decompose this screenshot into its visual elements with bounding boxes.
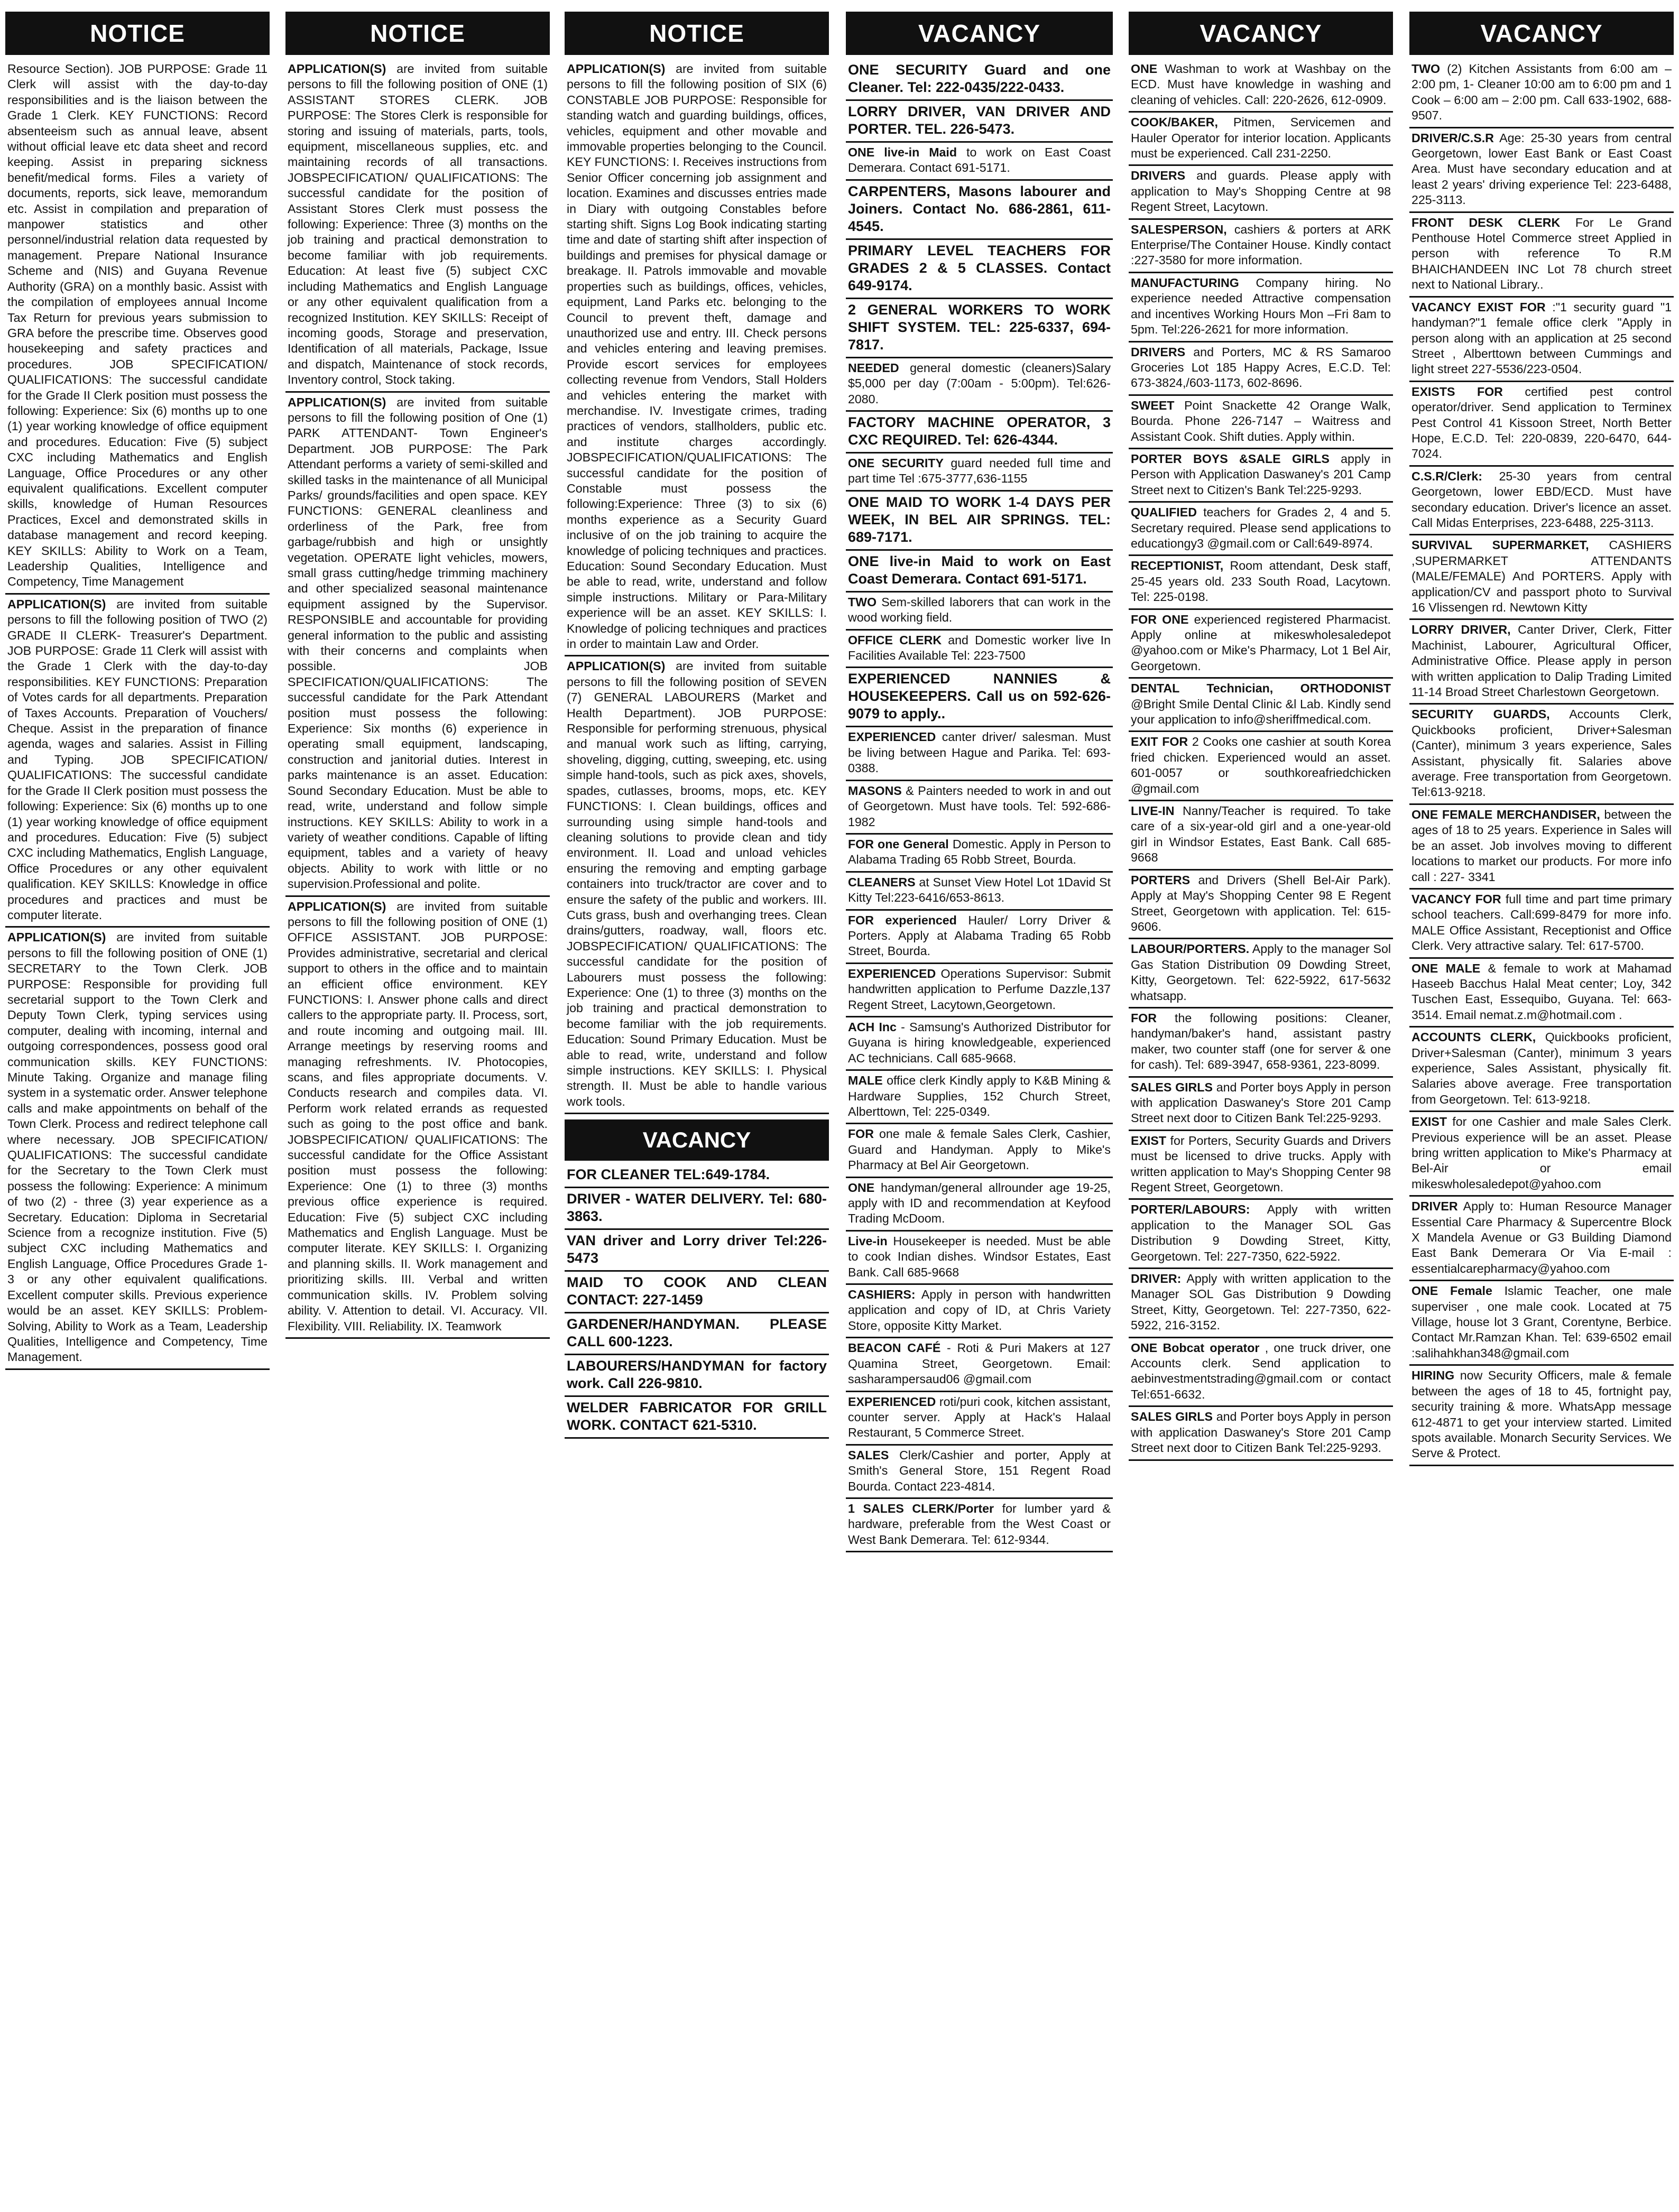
ad-lead: FOR — [848, 1127, 874, 1141]
classified-ad — [846, 59, 1113, 101]
classified-ad — [1129, 1008, 1393, 1078]
classified-ad — [846, 101, 1113, 143]
ad-lead: APPLICATION(S) — [288, 899, 386, 913]
ad-body: 25-30 years from central Georgetown, lower EBD/ECD. Must have secondary education. Driver's licence an asset. Call Midas Enterprises, 223-6488, 225-3113. — [1412, 469, 1672, 530]
classified-ad — [1409, 213, 1674, 298]
column-3 — [565, 12, 829, 2200]
ad-lead: VACANCY FOR — [1412, 892, 1501, 906]
ad-body: teachers for Grades 2, 4 and 5. Secretary required. Please send applications to educationgy3 @gmail.com or Call:649-8974. — [1131, 505, 1391, 550]
ad-body: full time and part time primary school teachers. Call:699-8479 for more info. MALE Office Assistant, Receptionist and Office Clerk. Very attractive salary. Tel: 617-5700. — [1412, 892, 1672, 953]
ad-body: , one truck driver, one Accounts clerk. Send application to aebinvestmentstrading@gmail.com or contact Tel:651-6632. — [1131, 1340, 1391, 1401]
column-heading: VACANCY — [1129, 12, 1393, 55]
classified-ad — [1409, 959, 1674, 1028]
ad-body: and guards. Please apply with application to May's Shopping Centre at 98 Regent Street, Lacytown. — [1131, 169, 1391, 214]
column-heading: VACANCY — [1409, 12, 1674, 55]
classified-ad — [846, 1285, 1113, 1338]
ad-lead: EXPERIENCED — [848, 966, 936, 980]
classified-ad — [1129, 1407, 1393, 1460]
ad-lead: DRIVER — [1412, 1199, 1458, 1214]
ad-body: apply in Person with Application Daswaney's 201 Camp Street next to Citizen's Bank Tel:225-9293. — [1131, 451, 1391, 497]
ad-body: Call us on 592-626-9079 to apply.. — [848, 688, 1111, 722]
ad-lead: APPLICATION(S) — [7, 930, 106, 945]
ad-lead: LORRY DRIVER, — [1412, 623, 1511, 637]
classified-ad — [1409, 535, 1674, 620]
ad-body: are invited from suitable persons to fill the following position of SEVEN (7) GENERAL LABOURERS (Market and Health Department). JOB PURPOSE: Responsible for performing strenuous, physical and manual work such as lifting, carrying, shoveling, digging, cutting, sweeping, etc. using simple hand-tools, such as pick axes, shovels, spades, cutlasses, brooms, mops, etc. KEY FUNCTIONS: I. Clean buildings, offices and surrounding using simple hand-tools and cleaning solutions to provide clean and tidy environment. II. Load and unload vehicles ensuring the removing and empting garbage containers into truck/tractor are cover and to ensure the safety of the public and workers. III. Cuts grass, bush and overhanging trees. Clean drains/gutters, roadway, wall, floors etc. JOBSPECIFICATION/ QUALIFICATIONS: The successful candidate for the position of Labourers must possess the following: Experience: One (1) to three (3) months on the job training and practical demonstration to become familiar with the job requirements. Education: Sound Primary Education. Must be able to read, write, understand and follow simple instructions. KEY SKILLS: I. Physical strength. II. Must be able to handle various work tools. — [567, 659, 827, 1108]
ad-body: for lumber yard & hardware, preferable from the West Coast or West Bank Demerara. Tel: 612-9344. — [848, 1501, 1111, 1547]
ad-lead: ONE live-in Maid to work on East Coast Demerara. — [848, 553, 1111, 587]
ad-lead: APPLICATION(S) — [567, 659, 666, 673]
classified-ad — [846, 181, 1113, 240]
classified-ad — [1409, 705, 1674, 804]
ad-lead: ONE Female — [1412, 1284, 1492, 1298]
column-5 — [1129, 12, 1393, 2200]
classified-ad — [1129, 679, 1393, 732]
classified-ad — [1129, 1131, 1393, 1200]
classified-ad: VAN driver and Lorry driver Tel:226-5473 — [565, 1230, 829, 1272]
classified-ad — [1409, 890, 1674, 959]
column-heading: NOTICE — [5, 12, 270, 55]
ad-body: CASHIERS ,SUPERMARKET ATTENDANTS (MALE/FEMALE) And PORTERS. Apply with application/CV and passport photo to Survival 16 Vlissengen rd. Newtown Kitty — [1412, 538, 1672, 614]
ad-body: & Painters needed to work in and out of Georgetown. Must have tools. Tel: 592-686-1982 — [848, 783, 1111, 829]
ad-lead: FOR experienced — [848, 913, 957, 927]
ad-body: Operations Supervisor: Submit handwritten application to Perfume Dazzle,137 Regent Street, Lacytown,Georgetown. — [848, 966, 1111, 1012]
classified-ad — [1129, 871, 1393, 940]
classified-ad: MAID TO COOK AND CLEAN CONTACT: 227-1459 — [565, 1272, 829, 1313]
ad-body: For Le Grand Penthouse Hotel Commerce street Applied in person with reference To R.M BHAICHANDEEN INC Lot 78 church street next to National Library.. — [1412, 215, 1672, 292]
ad-body: Room attendant, Desk staff, 25-45 years old. 233 South Road, Lacytown. Tel: 225-0198. — [1131, 559, 1391, 604]
ad-body: Contact 649-9174. — [848, 260, 1111, 293]
ad-body: Apply in person with handwritten application and copy of ID, at Chris Variety Store, opposite Kitty Market. — [848, 1288, 1111, 1332]
ad-lead: EXIST — [1412, 1115, 1447, 1129]
ad-body: Sem-skilled laborers that can work in the wood working field. — [848, 595, 1111, 625]
ad-body: and Drivers (Shell Bel-Air Park). Apply at May's Shopping Center 98 E Regent Street, Georgetown with application. Tel: 615-9606. — [1131, 873, 1391, 933]
ad-lead: ACCOUNTS CLERK, — [1412, 1030, 1536, 1044]
ad-lead: PORTERS — [1131, 873, 1191, 887]
ad-lead: 2 GENERAL WORKERS TO WORK SHIFT SYSTEM. — [848, 301, 1111, 335]
classified-ad — [1409, 1028, 1674, 1112]
ad-lead: LIVE-IN — [1131, 804, 1175, 818]
ad-lead: QUALIFIED — [1131, 505, 1197, 520]
classified-ad — [1129, 1269, 1393, 1338]
classified-ad — [1129, 113, 1393, 166]
classified-ad — [1409, 1197, 1674, 1281]
classified-ad — [1409, 1366, 1674, 1466]
classified-ad — [285, 897, 550, 1339]
column-6 — [1409, 12, 1674, 2200]
ad-lead: TWO — [848, 595, 877, 609]
classified-ad — [1129, 220, 1393, 273]
ad-body: and Domestic worker live In Facilities Available Tel: 223-7500 — [848, 633, 1111, 663]
ad-body: and Porters, MC & RS Samaroo Groceries Lot 185 Happy Acres, E.C.D. Tel: 673-3824,/603-1173, 602-8696. — [1131, 345, 1391, 390]
ad-lead: ONE — [848, 1180, 875, 1195]
ad-body: Accounts Clerk, Quickbooks proficient, Driver+Salesman (Canter), minimum 3 years experience, Sales Assistant, physically fit. Salaries above average. Free transportation from Georgetown. Tel:613-9218. — [1412, 707, 1672, 799]
vacancy-subheading: VACANCY — [565, 1119, 829, 1161]
ad-lead: RECEPTIONIST, — [1131, 559, 1224, 573]
ad-body: and Porter boys Apply in person with application Daswaney's Store 201 Camp Street next door to Citizen Bank Tel:225-9293. — [1131, 1410, 1391, 1455]
classified-ad: GARDENER/HANDYMAN. PLEASE CALL 600-1223. — [565, 1313, 829, 1355]
column-heading: NOTICE — [565, 12, 829, 55]
ad-lead: APPLICATION(S) — [288, 62, 386, 76]
ad-body: Washman to work at Washbay on the ECD. Must have knowledge in washing and cleaning of vehicles. Call: 220-2626, 612-0909. — [1131, 62, 1391, 107]
ad-lead: EXIT FOR — [1131, 735, 1188, 749]
ad-lead: CARPENTERS, Masons labourer and Joiners. — [848, 183, 1111, 217]
classified-ad — [846, 631, 1113, 669]
classified-ad — [1129, 503, 1393, 556]
classified-ad — [846, 781, 1113, 835]
classified-ad — [846, 1338, 1113, 1392]
classified-ad — [846, 1017, 1113, 1071]
ad-lead: APPLICATION(S) — [567, 62, 666, 76]
ad-body: Apply with written application to the Manager SOL Gas Distribution 9 Dowding Street, Kitty, Georgetown. Tel: 227-7350, 622-5922, 216-3152. — [1131, 1272, 1391, 1332]
column-heading: NOTICE — [285, 12, 550, 55]
classified-ad — [846, 1446, 1113, 1499]
ad-lead: ONE MALE — [1412, 961, 1481, 975]
ad-body: are invited from suitable persons to fill the following position of ONE (1) OFFICE ASSISTANT. JOB PURPOSE: Provides administrative, secretarial and clerical support to others in the office and to maintain an efficient office environment. KEY FUNCTIONS: I. Answer phone calls and direct callers to the appropriate party. II. Process, sort, and route incoming and outgoing mail. III. Arrange meetings by reserving rooms and managing refreshments. IV. Photocopies, scans, and files appropriate documents. V. Conducts research and compiles data. VI. Perform work related errands as requested such as going to the post office and bank. JOBSPECIFICATION/ QUALIFICATIONS: The successful candidate for the Office Assistant position must possess the following: Experience: One (1) to three (3) months previous office experience is required. Education: Five (5) subject CXC including Mathematics and English Language. Must be computer literate. KEY SKILLS: I. Organizing and planning skills. II. Work management and prioritizing skills. III. Verbal and written communication skills. IV. Problem solving ability. V. Attention to detail. VI. Accuracy. VII. Flexibility. VIII. Reliability. IX. Teamwork — [288, 899, 548, 1333]
ad-lead: MALE — [848, 1073, 883, 1088]
ad-lead: PORTER BOYS &SALE GIRLS — [1131, 451, 1330, 466]
classified-ad — [1129, 1078, 1393, 1131]
ad-lead: 1 SALES CLERK/Porter — [848, 1501, 994, 1515]
ad-body: for one Cashier and male Sales Clerk. Previous experience will be an asset. Please bring written application to Mike's Pharmacy at Bel-Air or email mikeswholesaledepot@yahoo.com — [1412, 1115, 1672, 1191]
classified-ad — [1409, 1112, 1674, 1197]
ad-lead: FOR one General — [848, 837, 949, 851]
classified-ad — [846, 1178, 1113, 1232]
ad-body: TEL: 225-6337, 694-7817. — [848, 319, 1111, 353]
ad-lead: EXPERIENCED NANNIES & HOUSEKEEPERS. — [848, 671, 1111, 705]
ad-body: Apply to the manager Sol Gas Station Distribution 09 Dowding Street, Kitty, Georgetown. Tel: 622-5922, 617-5632 whatsapp. — [1131, 942, 1391, 1003]
classified-ad — [565, 59, 829, 656]
classified-ad: LABOURERS/HANDYMAN for factory work. Call 226-9810. — [565, 1355, 829, 1397]
ad-lead: HIRING — [1412, 1368, 1455, 1383]
ad-lead: FOR — [1131, 1011, 1157, 1025]
classified-ad: DRIVER - WATER DELIVERY. Tel: 680-3863. — [565, 1188, 829, 1230]
ad-lead: APPLICATION(S) — [288, 395, 386, 409]
classified-ad — [846, 358, 1113, 412]
ad-body: Apply with written application to the Manager SOL Gas Distribution 9 Dowding Street, Kitty, Georgetown. Tel: 227-7350, 622-5922. — [1131, 1202, 1391, 1263]
ad-lead: Live-in — [848, 1234, 888, 1248]
classified-ad — [5, 59, 270, 595]
classified-ad — [846, 593, 1113, 631]
ad-body: Pitmen, Servicemen and Hauler Operator for interior location. Applicants must be experienced. Call 231-2250. — [1131, 115, 1391, 161]
classified-ad — [846, 964, 1113, 1017]
ad-body: Hauler/ Lorry Driver & Porters. Apply at Alabama Trading 65 Robb Street, Bourda. — [848, 913, 1111, 958]
classified-ad — [1409, 59, 1674, 128]
ad-body: TEL. 226-5473. — [915, 121, 1015, 137]
classified-ad — [1129, 801, 1393, 871]
classified-ad — [846, 873, 1113, 911]
ad-lead: COOK/BAKER, — [1131, 115, 1218, 129]
classified-ad — [846, 1392, 1113, 1446]
classified-ad — [1409, 128, 1674, 213]
classified-ad — [846, 412, 1113, 453]
ad-body: Islamic Teacher, one male superviser , one male cook. Located at 75 Village, house lot 3 Grant, Corentyne, Berbice. Contact Mr.Ramzan Khan. Tel: 639-6502 email :salihahkhan348@gmail.com — [1412, 1284, 1672, 1360]
ad-body: general domestic (cleaners)Salary $5,000 per day (7:00am - 5:00pm). Tel:626-2080. — [848, 360, 1111, 406]
ad-body: are invited from suitable persons to fill the following position of TWO (2) GRADE II CLERK- Treasurer's Department. JOB PURPOSE: Grade 11 Clerk will assist with the Grade 1 Clerk with the day-to-day responsibilities. KEY FUNCTIONS: Preparation of Votes cards for all departments. Preparation of Taxes Accounts. Preparation of Vouchers/ Cheque. Assist in the preparation of finance agenda, wages and salaries. Assist in Filling and Typing. JOB SPECIFICATION/ QUALIFICATIONS: The successful candidate for the Grade II Clerk position must possess the following: Experience: Six (6) months up to one (1) year working knowledge of office equipment and procedures. Education: Five (5) subject CXC including Mathematics, English Language, Office Procedures or any other equivalent qualification. KEY SKILLS: Knowledge in office procedures and practices and must be computer literate. — [7, 597, 267, 922]
classified-ad — [1129, 939, 1393, 1008]
ad-lead: EXPERIENCED — [848, 1394, 936, 1409]
ad-lead: SWEET — [1131, 398, 1175, 412]
ad-lead: SALESPERSON, — [1131, 222, 1227, 236]
ad-body: office clerk Kindly apply to K&B Mining & Hardware Supplies, 152 Church Street, Alberttown, Tel: 225-0349. — [848, 1073, 1111, 1118]
ad-body: Resource Section). JOB PURPOSE: Grade 11 Clerk will assist with the day-to-day responsibilities and is the liaison between the Grade 1 Clerk. KEY FUNCTIONS: Record absenteeism such as annual leave, absent without official leave etc data sheet and record keeping. Assist in preparing sickness benefit/medical forms. Files a variety of documents, reports, sick leave, memorandum etc. Assist in compilation and preparation of manpower statistics and other personnel/industrial relation data requested by management. Prepare National Insurance Scheme and (NIS) and Guyana Revenue Authority (GRA) on a monthly basic. Assist with the compilation of employees annual Income Tax Return for previous years submission to GRA before the prescribe time. Observes good housekeeping and safety practices and procedures. JOB SPECIFICATION/ QUALIFICATIONS: The successful candidate for the Grade II Clerk position must possess the following: Experience: Six (6) months up to one (1) year working knowledge of office equipment and procedures. Education: Five (5) subject CXC including Mathematics and English Language, Office Procedures or any other equivalent qualifications. Excellent computer skills, knowledge of Human Resources Practices, Excel and demonstrated skills in database management and record keeping. KEY SKILLS: Ability to Work on a Team, Leadership Qualities, Intelligence and Competency, Time Management — [7, 62, 267, 589]
classified-ad: WELDER FABRICATOR FOR GRILL WORK. CONTACT 621-5310. — [565, 1397, 829, 1439]
ad-lead: ONE FEMALE MERCHANDISER, — [1412, 807, 1600, 821]
ad-lead: ONE SECURITY Guard and one Cleaner. — [848, 62, 1111, 95]
ad-body: :"1 security guard "1 handyman?"1 female office clerk "Apply in person along with an application at 25 second Street , Alberttown between Cummings and light street 227-5536/223-0504. — [1412, 300, 1672, 376]
column-4 — [846, 12, 1113, 2200]
classified-ad — [846, 240, 1113, 299]
ad-lead: ONE MAID TO WORK 1-4 DAYS PER WEEK, IN BEL AIR SPRINGS. — [848, 494, 1111, 527]
ad-body: the following positions: Cleaner, handyman/baker's hand, assistant pastry maker, two counter staff (one for server & one for cash). Tel: 689-3947, 658-9361, 223-8099. — [1131, 1011, 1391, 1072]
classified-ad — [846, 727, 1113, 781]
ad-body: are invited from suitable persons to fill the following position of One (1) PARK ATTENDANT- Town Engineer's Department. JOB PURPOSE: The Park Attendant performs a variety of semi-skilled and skilled tasks in the maintenance of all Municipal Parks/ grounds/facilities and open space. KEY FUNCTIONS: GENERAL cleanliness and orderliness of the Park, free from garbage/rubbish and high or unsightly vegetation. OPERATE light vehicles, mowers, small grass cutting/hedge trimming machinery and other specialized seasonal maintenance equipment assigned by the Supervisor. RESPONSIBLE and accountable for providing general information to the public and assisting with their concerns and complaints when possible. JOB SPECIFICATION/QUALIFICATIONS: The successful candidate for the Park Attendant position must possess the following: Experience: Six months (6) experience in operating small equipment, landscaping, construction and janitorial duties. Interest in parks maintenance is an asset. Education: Sound Secondary Education. Must be able to read, write, understand and follow simple instructions. KEY SKILLS: Ability to work in a variety of weather conditions. Capable of lifting equipment, tables and a variety of heavy objects. Ability to work with little or no supervision.Professional and polite. — [288, 395, 548, 891]
classified-ad — [1129, 343, 1393, 396]
classified-ad — [846, 835, 1113, 873]
ad-lead: CLEANERS — [848, 875, 916, 889]
ad-body: Contact 691-5171. — [965, 570, 1087, 587]
ad-body: and Porter boys Apply in person with application Daswaney's Store 201 Camp Street next door to Citizen Bank Tel:225-9293. — [1131, 1080, 1391, 1125]
classified-ad — [846, 551, 1113, 593]
ad-lead: SALES GIRLS — [1131, 1410, 1213, 1424]
classified-ad — [1409, 298, 1674, 382]
ad-body: Age: 25-30 years from central Georgetown, lower East Bank or East Coast Area. Must have secondary education and at least 2 years' driving experience Tel: 223-6488, 225-3113. — [1412, 131, 1672, 207]
column-1 — [5, 12, 270, 2200]
ad-lead: ONE Bobcat operator — [1131, 1340, 1260, 1355]
classified-ad — [5, 595, 270, 928]
ad-body: cashiers & porters at ARK Enterprise/The Container House. Kindly contact :227-3580 for more information. — [1131, 222, 1391, 267]
ad-lead: EXIST — [1131, 1133, 1167, 1147]
ad-body: Tel: 222-0435/222-0433. — [907, 79, 1065, 95]
ad-lead: SURVIVAL SUPERMARKET, — [1412, 538, 1589, 552]
ad-body: Nanny/Teacher is required. To take care of a six-year-old girl and a one-year-old girl in Windsor Estates, East Bank. Call 685-9668 — [1131, 804, 1391, 865]
ad-lead: TWO — [1412, 62, 1441, 76]
ad-lead: ACH Inc — [848, 1020, 897, 1034]
ad-body: - Samsung's Authorized Distributor for Guyana is hiring knowledgeable, experienced AC technicians. Call 685-9668. — [848, 1020, 1111, 1065]
classified-ad — [1129, 1200, 1393, 1269]
classified-ad — [1129, 396, 1393, 449]
ad-body: Contact No. 686-2861, 611-4545. — [848, 200, 1111, 234]
ad-lead: FACTORY MACHINE OPERATOR, 3 CXC REQUIRED. — [848, 414, 1111, 448]
ad-lead: SALES — [848, 1448, 889, 1462]
ad-lead: C.S.R/Clerk: — [1412, 469, 1483, 483]
ad-body: Housekeeper is needed. Must be able to cook Indian dishes. Windsor Estates, East Bank. Call 685-9668 — [848, 1234, 1111, 1279]
ad-lead: EXPERIENCED — [848, 730, 936, 744]
ad-body: between the ages of 18 to 25 years. Experience in Sales will be an asset. Job involves moving to different locations to market our products. For more info call : 227- 3341 — [1412, 807, 1672, 884]
ad-lead: DRIVERS — [1131, 169, 1186, 183]
ad-body: Canter Driver, Clerk, Fitter Machinist, Labourer, Agricultural Officer, Administrative Office. Please apply in person with written application to Dalip Trading Limited 11-14 Broad Street Charlestown Georgetown. — [1412, 623, 1672, 699]
classified-ad — [1129, 1338, 1393, 1408]
ad-lead: LABOUR/PORTERS. — [1131, 942, 1250, 956]
ad-body: are invited from suitable persons to fill the following position of ONE (1) SECRETARY to the Town Clerk. JOB PURPOSE: Responsible for providing full secretarial support to the Town Clerk and Deputy Town Clerk, typing services using computer, dealing with incoming, internal and outgoing correspondences, possess good oral communication skills. KEY FUNCTIONS: Minute Taking. Organize and manage filing system in a systematic order. Answer telephone calls and make appointments on behalf of the Town Clerk. Process and redirect telephone call where necessary. JOB SPECIFICATION/ QUALIFICATIONS: The successful candidate for the Secretary to the Town Clerk must possess the following: Experience: A minimum of two (2) - three (3) year experience as a Secretary. Education: Diploma in Secretarial Science from a recognize institution. Five (5) subject CXC including Mathematics and English Language, Office Procedures Grade 1-3 or any other equivalent qualifications. Excellent computer skills. Previous experience would be an asset. KEY SKILLS: Problem-Solving, Ability to Work as a Team, Leadership Qualities, Intelligence and Competency, Time Management. — [7, 930, 267, 1364]
ad-body: & female to work at Mahamad Haseeb Bacchus Halal Meat center; Loy, 342 Tuschen East, Essequibo, Guyana. Tel: 663-3514. Email nemat.z.m@hotmail.com . — [1412, 961, 1672, 1022]
ad-lead: VACANCY EXIST FOR — [1412, 300, 1546, 314]
classified-ad — [846, 1232, 1113, 1285]
classified-ad — [285, 59, 550, 393]
classified-ad — [846, 299, 1113, 358]
ad-lead: PORTER/LABOURS: — [1131, 1202, 1250, 1217]
ad-body: Apply to: Human Resource Manager Essential Care Pharmacy & Supercentre Block X Mandela Avenue or G3 Building Diamond East Bank Demerara Or Via E-mail : essentialcarepharmacy@yahoo.com — [1412, 1199, 1672, 1275]
classified-ad — [1409, 805, 1674, 890]
ad-lead: ONE live-in Maid — [848, 145, 957, 159]
ad-lead: ONE SECURITY — [848, 456, 944, 470]
classified-ad — [1129, 449, 1393, 503]
ad-lead: NEEDED — [848, 360, 899, 375]
ad-lead: FRONT DESK CLERK — [1412, 215, 1561, 229]
ad-lead: ONE — [1131, 62, 1158, 76]
classified-ad — [1129, 273, 1393, 343]
ad-lead: APPLICATION(S) — [7, 597, 106, 611]
ad-lead: MASONS — [848, 783, 902, 798]
classified-ad — [846, 1071, 1113, 1124]
classified-ad — [846, 492, 1113, 551]
ad-lead: PRIMARY LEVEL TEACHERS FOR GRADES 2 & 5 CLASSES. — [848, 242, 1111, 276]
ad-lead: OFFICE CLERK — [848, 633, 942, 647]
classified-ad — [1409, 1281, 1674, 1366]
ad-body: experienced registered Pharmacist. Apply online at mikeswholesaledepot @yahoo.com or Mike's Pharmacy, Lot 1 Bel Air, Georgetown. — [1131, 612, 1391, 673]
ad-lead: DRIVERS — [1131, 345, 1186, 359]
classified-ad — [5, 928, 270, 1369]
ad-body: are invited from suitable persons to fill the following position of SIX (6) CONSTABLE JOB PURPOSE: Responsible for standing watch and guarding buildings, offices, vehicles, equipment and other movable and immovable properties belonging to the Council. KEY FUNCTIONS: I. Receives instructions from Senior Officer concerning job assignment and location. Examines and discusses entries made in Diary with outgoing Constables before starting shift. Signs Log Book indicating starting time and date of starting shift after inspection of buildings and premises for physical damage or breakage. II. Patrols immovable and movable properties such as buildings, offices, vehicles, equipment, Land Parks etc. belonging to the Council to prevent theft, damage and unauthorized use and entry. III. Check persons and vehicles entering and leaving premises. Provide escort services for employees collecting revenue from Vendors, Stall Holders and vehicles entering the market with merchandise. IV. Investigate crimes, trading practices of vendors, stallholders, public etc. and institute charges accordingly. JOBSPECIFICATION/QUALIFICATIONS: The successful candidate for the position of Constable must possess the following:Experience: Three (3) to six (6) months experience as a Security Guard inclusive of on the job training to acquire the knowledge of policing techniques and practices. Education: Sound Secondary Education. Must be able to read, write, understand and follow simple instructions. Military or Para-Military experience will be an asset. KEY SKILLS: I. Knowledge of policing techniques and practices in order to maintain Law and Order. — [567, 62, 827, 651]
column-2 — [285, 12, 550, 2200]
ad-body: - Roti & Puri Makers at 127 Quamina Street, Georgetown. Email: sasharampersaud06 @gmail.com — [848, 1341, 1111, 1386]
classified-ad — [846, 453, 1113, 492]
ad-body: handyman/general allrounder age 19-25, apply with ID and recommendation at Keyfood Trading McDoom. — [848, 1180, 1111, 1226]
ad-body: TEL: 689-7171. — [848, 511, 1111, 545]
ad-lead: MANUFACTURING — [1131, 275, 1239, 290]
classified-ad — [1409, 382, 1674, 467]
ad-body: guard needed full time and part time Tel :675-3777,636-1155 — [848, 456, 1111, 486]
ad-body: certified pest control operator/driver. Send application to Terminex Pest Control 41 Kissoon Street, North Better Hope, E.C.D. Tel: 220-0839, 220-6470, 644-7024. — [1412, 384, 1672, 461]
ad-body: Point Snackette 42 Orange Walk, Bourda. Phone 226-7147 – Waitress and Assistant Cook. Shift duties. Apply within. — [1131, 398, 1391, 443]
classified-ad — [846, 668, 1113, 727]
classified-ad — [1129, 59, 1393, 113]
ad-lead: DRIVER/C.S.R — [1412, 131, 1494, 145]
ad-body: now Security Officers, male & female between the ages of 18 to 45, fortnight pay, security training & more. WhatsApp message 612-4871 to get your interview started. Limited spots available. Monarch Security Services. We Serve & Protect. — [1412, 1368, 1672, 1460]
classified-ad — [846, 143, 1113, 181]
ad-body: Clerk/Cashier and porter, Apply at Smith's General Store, 151 Regent Road Bourda. Contact 223-4814. — [848, 1448, 1111, 1493]
ad-body: are invited from suitable persons to fill the following position of ONE (1) ASSISTANT STORES CLERK. JOB PURPOSE: The Stores Clerk is responsible for storing and issuing of materials, parts, tools, equipment, miscellaneous supplies, etc. and maintaining records of all transactions. JOBSPECIFICATION/ QUALIFICATIONS: The successful candidate for the position of Assistant Stores Clerk must possess the following: Experience: Three (3) months on the job training and practical demonstration to become familiar with job requirements. Education: At least five (5) subject CXC including Mathematics and English Language or any other equivalent qualification from a recognized Institution. KEY SKILLS: Receipt of incoming goods, Storage and preservation, Identification of all materials, Package, Issue and dispatch, Maintenance of stock records, Inventory control, Stock taking. — [288, 62, 548, 387]
ad-body: roti/puri cook, kitchen assistant, counter server. Apply at Hack's Halaal Restaurant, 5 Commerce Street. — [848, 1394, 1111, 1440]
ad-body: Quickbooks proficient, Driver+Salesman (Canter), minimum 3 years experience, Sales Assistant, physically fit. Salaries above average. Free transportation from Georgetown. Tel: 613-9218. — [1412, 1030, 1672, 1106]
ad-body: Tel: 626-4344. — [965, 432, 1058, 448]
ad-body: canter driver/ salesman. Must be living between Hague and Parika. Tel: 693-0388. — [848, 730, 1111, 775]
ad-lead: CASHIERS: — [848, 1288, 916, 1302]
ad-lead: EXISTS FOR — [1412, 384, 1503, 399]
ad-body: one male & female Sales Clerk, Cashier, Guard and Handyman. Apply to Mike's Pharmacy at Bel Air Georgetown. — [848, 1127, 1111, 1172]
classified-ad — [1409, 620, 1674, 705]
ad-lead: DENTAL Technician, ORTHODONIST — [1131, 681, 1391, 696]
ad-lead: SALES GIRLS — [1131, 1080, 1213, 1094]
classified-ad — [846, 1124, 1113, 1178]
classified-ad — [846, 1499, 1113, 1552]
ad-lead: BEACON CAFÉ — [848, 1341, 941, 1355]
ad-body: at Sunset View Hotel Lot 1David St Kitty Tel:223-6416/653-8613. — [848, 875, 1111, 905]
ad-body: for Porters, Security Guards and Drivers must be licensed to drive trucks. Apply with written application to May's Shopping Center 98 Regent Street, Georgetown. — [1131, 1133, 1391, 1194]
ad-body: Domestic. Apply in Person to Alabama Trading 65 Robb Street, Bourda. — [848, 837, 1111, 867]
classified-ad — [1129, 732, 1393, 801]
classified-ad — [565, 656, 829, 1114]
classified-ad — [1129, 610, 1393, 679]
ad-lead: FOR ONE — [1131, 612, 1189, 626]
classified-ad: FOR CLEANER TEL:649-1784. — [565, 1164, 829, 1188]
ad-lead: DRIVER: — [1131, 1272, 1182, 1286]
ad-body: to work on East Coast Demerara. Contact 691-5171. — [848, 145, 1111, 175]
ad-body: Company hiring. No experience needed Attractive compensation and incentives Working Hours Mon –Fri 8am to 5pm. Tel:226-2621 for more information. — [1131, 275, 1391, 337]
classified-ad — [285, 393, 550, 897]
classified-ad — [1409, 467, 1674, 536]
classified-ad — [1129, 166, 1393, 219]
column-heading: VACANCY — [846, 12, 1113, 55]
classified-ad — [846, 911, 1113, 964]
ad-lead: SECURITY GUARDS, — [1412, 707, 1550, 721]
ad-body: @Bright Smile Dental Clinic &l Lab. Kindly send your application to info@sheriffmedical.com. — [1131, 697, 1391, 727]
classified-ad — [1129, 556, 1393, 609]
ad-body: (2) Kitchen Assistants from 6:00 am – 2:00 pm, 1- Cleaner 10:00 am to 6:00 pm and 1 Cook – 6:00 am – 2:00 pm. Call 633-1902, 688-9507. — [1412, 62, 1672, 123]
ad-body: 2 Cooks one cashier at south Korea fried chicken. Experienced would an asset. 601-0057 or southkoreafriedchicken @gmail.com — [1131, 735, 1391, 795]
ad-lead: LORRY DRIVER, VAN DRIVER AND PORTER. — [848, 104, 1111, 137]
